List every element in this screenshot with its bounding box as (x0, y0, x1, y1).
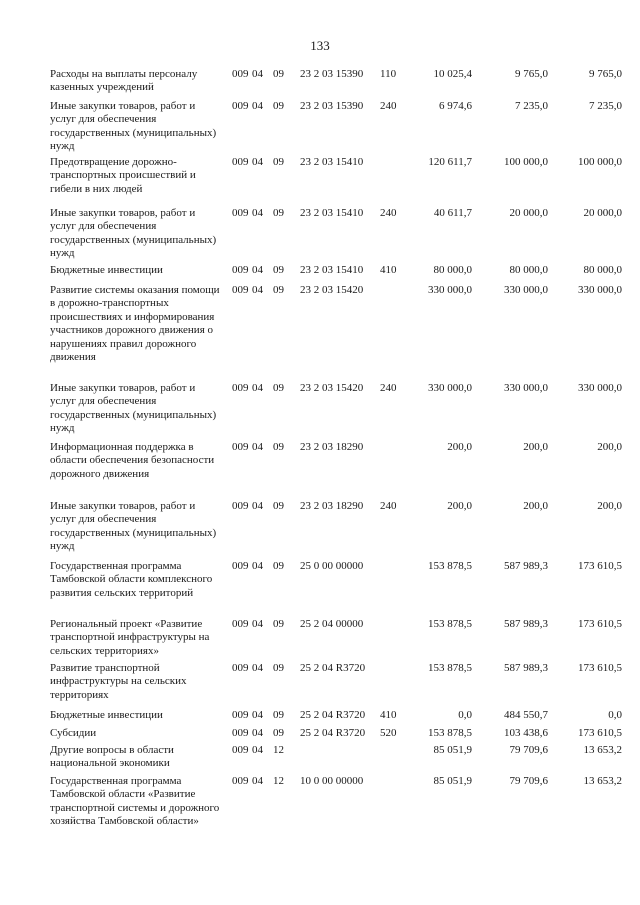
section-code: 04 (252, 709, 263, 721)
target-article-code: 23 2 03 15390 (300, 68, 364, 80)
amount-year-3: 13 653,2 (583, 775, 622, 787)
amount-year-1: 200,0 (447, 441, 472, 453)
subsection-code: 09 (273, 709, 284, 721)
section-code: 04 (252, 284, 263, 296)
subsection-code: 09 (273, 284, 284, 296)
expense-type-code: 410 (380, 264, 397, 276)
section-code: 04 (252, 207, 263, 219)
amount-year-3: 330 000,0 (578, 284, 622, 296)
expense-type-code: 410 (380, 709, 397, 721)
target-article-code: 23 2 03 15390 (300, 100, 364, 112)
section-code: 04 (252, 775, 263, 787)
amount-year-2: 484 550,7 (504, 709, 548, 721)
amount-year-1: 120 611,7 (428, 156, 472, 168)
amount-year-1: 153 878,5 (428, 560, 472, 572)
amount-year-3: 9 765,0 (589, 68, 622, 80)
table-row-name: Иные закупки товаров, работ и услуг для обеспечения государственных (муниципальных) нужд (50, 500, 217, 553)
section-code: 04 (252, 662, 263, 674)
amount-year-1: 85 051,9 (433, 744, 472, 756)
amount-year-1: 80 000,0 (433, 264, 472, 276)
ministry-code: 009 (232, 284, 249, 296)
page-number: 133 (310, 38, 330, 53)
section-code: 04 (252, 382, 263, 394)
amount-year-3: 173 610,5 (578, 560, 622, 572)
ministry-code: 009 (232, 560, 249, 572)
section-code: 04 (252, 441, 263, 453)
section-code: 04 (252, 68, 263, 80)
subsection-code: 09 (273, 382, 284, 394)
amount-year-2: 79 709,6 (509, 775, 548, 787)
ministry-code: 009 (232, 207, 249, 219)
ministry-code: 009 (232, 618, 249, 630)
subsection-code: 09 (273, 100, 284, 112)
amount-year-1: 0,0 (458, 709, 472, 721)
amount-year-2: 587 989,3 (504, 560, 548, 572)
ministry-code: 009 (232, 744, 249, 756)
table-row-name: Развитие транспортной инфраструктуры на сельских территориях (50, 662, 187, 701)
ministry-code: 009 (232, 709, 249, 721)
target-article-code: 25 2 04 00000 (300, 618, 364, 630)
table-row-name: Информационная поддержка в области обеспечения безопасности дорожного движения (50, 441, 215, 480)
ministry-code: 009 (232, 775, 249, 787)
amount-year-2: 100 000,0 (504, 156, 548, 168)
amount-year-3: 200,0 (597, 441, 622, 453)
amount-year-3: 20 000,0 (583, 207, 622, 219)
amount-year-3: 173 610,5 (578, 662, 622, 674)
table-row-name: Расходы на выплаты персоналу казенных учреждений (50, 68, 198, 94)
section-code: 04 (252, 618, 263, 630)
expense-type-code: 520 (380, 727, 397, 739)
target-article-code: 10 0 00 00000 (300, 775, 364, 787)
amount-year-1: 6 974,6 (439, 100, 472, 112)
target-article-code: 25 2 04 R3720 (300, 709, 366, 721)
section-code: 04 (252, 744, 263, 756)
section-code: 04 (252, 500, 263, 512)
subsection-code: 12 (273, 744, 284, 756)
ministry-code: 009 (232, 500, 249, 512)
table-row-name: Развитие системы оказания помощи в дорожно-транспортных происшествиях и информирования участников дорожного движения о нарушениях правил дорожного движения (50, 284, 220, 364)
amount-year-1: 153 878,5 (428, 662, 472, 674)
expense-type-code: 240 (380, 207, 397, 219)
subsection-code: 09 (273, 264, 284, 276)
ministry-code: 009 (232, 100, 249, 112)
table-row-name: Государственная программа Тамбовской области «Развитие транспортной системы и дорожного хозяйства Тамбовской области» (50, 775, 220, 828)
section-code: 04 (252, 100, 263, 112)
amount-year-1: 153 878,5 (428, 618, 472, 630)
subsection-code: 09 (273, 156, 284, 168)
subsection-code: 09 (273, 441, 284, 453)
section-code: 04 (252, 156, 263, 168)
section-code: 04 (252, 264, 263, 276)
target-article-code: 23 2 03 15410 (300, 264, 364, 276)
amount-year-3: 330 000,0 (578, 382, 622, 394)
ministry-code: 009 (232, 382, 249, 394)
table-row-name: Региональный проект «Развитие транспортной инфраструктуры на сельских территориях» (50, 618, 210, 657)
table-row-name: Иные закупки товаров, работ и услуг для обеспечения государственных (муниципальных) нужд (50, 100, 217, 153)
subsection-code: 09 (273, 727, 284, 739)
target-article-code: 25 2 04 R3720 (300, 662, 366, 674)
subsection-code: 09 (273, 560, 284, 572)
amount-year-1: 10 025,4 (433, 68, 472, 80)
table-row-name: Государственная программа Тамбовской области комплексного развития сельских территорий (50, 560, 213, 599)
amount-year-2: 7 235,0 (515, 100, 548, 112)
ministry-code: 009 (232, 441, 249, 453)
amount-year-2: 200,0 (523, 441, 548, 453)
target-article-code: 23 2 03 15410 (300, 207, 364, 219)
ministry-code: 009 (232, 156, 249, 168)
amount-year-2: 330 000,0 (504, 284, 548, 296)
table-row-name: Бюджетные инвестиции (50, 264, 163, 276)
amount-year-3: 173 610,5 (578, 618, 622, 630)
amount-year-3: 100 000,0 (578, 156, 622, 168)
target-article-code: 23 2 03 15420 (300, 284, 364, 296)
subsection-code: 09 (273, 68, 284, 80)
amount-year-3: 200,0 (597, 500, 622, 512)
subsection-code: 12 (273, 775, 284, 787)
amount-year-2: 587 989,3 (504, 618, 548, 630)
table-row-name: Иные закупки товаров, работ и услуг для обеспечения государственных (муниципальных) нужд (50, 207, 217, 260)
subsection-code: 09 (273, 618, 284, 630)
expense-type-code: 240 (380, 500, 397, 512)
expense-type-code: 240 (380, 100, 397, 112)
amount-year-3: 80 000,0 (583, 264, 622, 276)
amount-year-2: 103 438,6 (504, 727, 548, 739)
section-code: 04 (252, 560, 263, 572)
amount-year-1: 330 000,0 (428, 382, 472, 394)
subsection-code: 09 (273, 500, 284, 512)
table-row-name: Субсидии (50, 727, 97, 739)
amount-year-1: 330 000,0 (428, 284, 472, 296)
expense-type-code: 110 (380, 68, 397, 80)
expense-type-code: 240 (380, 382, 397, 394)
amount-year-3: 0,0 (608, 709, 622, 721)
target-article-code: 23 2 03 18290 (300, 500, 364, 512)
subsection-code: 09 (273, 662, 284, 674)
section-code: 04 (252, 727, 263, 739)
amount-year-1: 200,0 (447, 500, 472, 512)
amount-year-2: 200,0 (523, 500, 548, 512)
amount-year-3: 13 653,2 (583, 744, 622, 756)
ministry-code: 009 (232, 727, 249, 739)
subsection-code: 09 (273, 207, 284, 219)
target-article-code: 23 2 03 18290 (300, 441, 364, 453)
amount-year-2: 79 709,6 (509, 744, 548, 756)
amount-year-2: 80 000,0 (509, 264, 548, 276)
table-row-name: Предотвращение дорожно-транспортных происшествий и гибели в них людей (50, 156, 196, 195)
table-row-name: Иные закупки товаров, работ и услуг для обеспечения государственных (муниципальных) нужд (50, 382, 217, 435)
amount-year-3: 7 235,0 (589, 100, 622, 112)
target-article-code: 25 2 04 R3720 (300, 727, 366, 739)
amount-year-1: 153 878,5 (428, 727, 472, 739)
amount-year-2: 587 989,3 (504, 662, 548, 674)
ministry-code: 009 (232, 264, 249, 276)
table-row-name: Другие вопросы в области национальной экономики (50, 744, 174, 770)
amount-year-1: 40 611,7 (433, 207, 472, 219)
table-row-name: Бюджетные инвестиции (50, 709, 163, 721)
target-article-code: 23 2 03 15420 (300, 382, 364, 394)
ministry-code: 009 (232, 662, 249, 674)
amount-year-2: 20 000,0 (509, 207, 548, 219)
ministry-code: 009 (232, 68, 249, 80)
amount-year-2: 330 000,0 (504, 382, 548, 394)
target-article-code: 23 2 03 15410 (300, 156, 364, 168)
amount-year-1: 85 051,9 (433, 775, 472, 787)
amount-year-3: 173 610,5 (578, 727, 622, 739)
amount-year-2: 9 765,0 (515, 68, 548, 80)
target-article-code: 25 0 00 00000 (300, 560, 364, 572)
